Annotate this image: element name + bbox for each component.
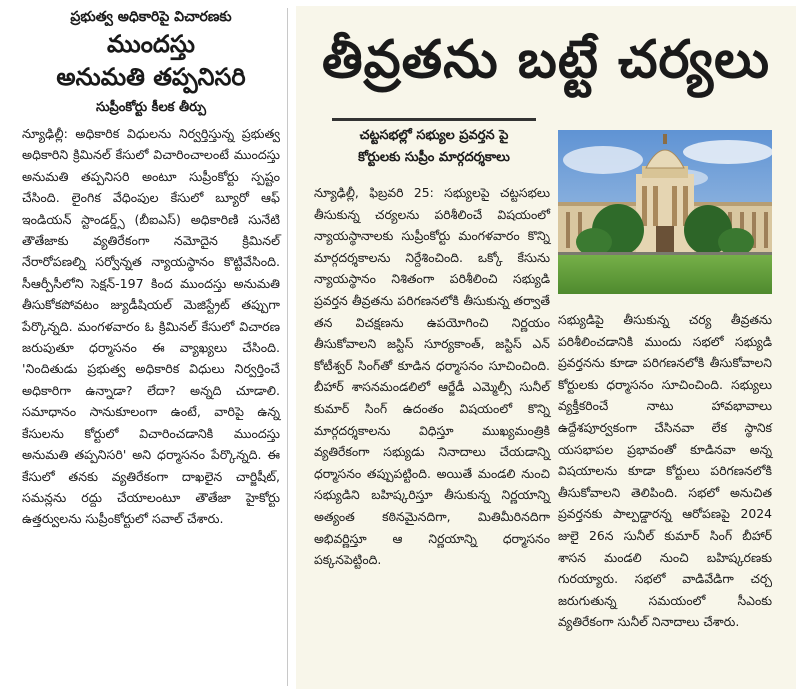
left-article-kicker: ప్రభుత్వ అధికారిపై విచారణకు: [70, 9, 232, 25]
main-article-panel: [296, 6, 796, 689]
left-article-body-text: న్యూఢిల్లీ: అధికారిక విధులను నిర్వర్తిస్తున్న ప్రభుత్వ అధికారిని క్రిమినల్ కేసులో విచారించాలంటే ముందస్తు అనుమతి తప్పనిసరి అంటూ సుప్రీంకోర్టు స్పష్టం చేసింది. లైంగిక వేధింపుల కేసులో బ్యూరో ఆఫ్ ఇండియన్ స్టాండర్డ్స్ (బీఐఎస్) అధికారిణి సునేటి తౌతేజాకు వ్యతిరేకంగా నమోదైన క్రిమినల్ నేరారోపణల్ని సర్వోన్నత న్యాయస్థానం కొట్టివేసింది. సీఆర్పీసీలోని సెక్షన్-197 కింద ముందస్తు అనుమతి తీసుకోకపోవటం జ్యుడీషియల్ మెజిస్ట్రేట్ తప్పుగా పేర్కొన్నది. మంగళవారం ఓ క్రిమినల్ కేసులో విచారణ జరుపుతూ ధర్మాసనం ఈ వ్యాఖ్యలు చేసింది. 'నిందితుడు ప్రభుత్వ అధికారిక విధులు నిర్వర్తించే అధికారిగా ఉన్నాడా? లేదా? అన్నది చూడాలి. సమాధానం సానుకూలంగా ఉంటే, వారిపై ఉన్న కేసులను కోర్టులో విచారించడానికి ముందస్తు అనుమతి తప్పనిసరి' అని ధర్మాసనం పేర్కొన్నది. ఈ కేసులో తనకు వ్యతిరేకంగా దాఖలైన చార్జిషీట్, సమన్లను రద్దు చేయాలంటూ తౌతేజా హైకోర్టు ఉత్తర్వులను సుప్రీంకోర్టులో సవాల్ చేశారు.: [22, 126, 280, 527]
main-article-column-1: [314, 182, 550, 571]
main-article-column-2-text: సభ్యుడిపై తీసుకున్న చర్య తీవ్రతను పరిశీలించడానికి ముందు సభలో సభ్యుడి ప్రవర్తనను కూడా పరిగణనలోకి తీసుకోవాలని కోర్టులకు ధర్మాసనం సూచించింది. సభ్యులు వ్యక్తీకరించే నాటు హావభావాలు ఉద్దేశపూర్వకంగా చేసినవా లేక స్థానిక యసభాపల ప్రభావంతో కూడినవా అన్న విషయాలను కూడా కోర్టులు పరిగణనలోకి తీసుకోవాలని తెలిపింది. సభలో అనుచిత ప్రవర్తనకు పాల్పడ్డారన్న ఆరోపణపై 2024 జులై 26న సునీల్ కుమార్ సింగ్ బీహార్ శాసన మండలి నుంచి బహిష్కరణకు గురయ్యారు. సభలో వాడివేడిగా చర్చ జరుగుతున్న సమయంలో సీఎంకు వ్యతిరేకంగా సునీల్ నినాదాలు చేశారు.: [558, 312, 772, 630]
left-article-body: [22, 123, 280, 530]
main-article-deck-line2: కోర్టులకు సుప్రీం మార్గదర్శకాలు: [358, 150, 510, 165]
left-article-headline-line2: అనుమతి తప్పనిసరి: [56, 63, 246, 91]
left-article-headline-line1: ముందస్తు: [107, 30, 195, 58]
main-article-title: తీవ్రతను బట్టే చర్యలు: [322, 30, 770, 90]
main-article-column-1-text: న్యూఢిల్లీ, ఫిబ్రవరి 25: సభ్యులపై చట్టసభలు తీసుకున్న చర్యలను పరిశీలించే విషయంలో న్యాయస్థానాలకు సుప్రీంకోర్టు మంగళవారం కొన్ని మార్గదర్శకాలను నిర్దేశించింది. ఒక్కో కేసును న్యాయస్థానం నిశితంగా పరిశీలించి సభ్యుడి ప్రవర్తన తీవ్రతను పరిగణనలోకి తీసుకున్న తర్వాతే తన విచక్షణను ఉపయోగించి నిర్ణయం తీసుకోవాలని జస్టిస్ సూర్యకాంత్, జస్టిస్ ఎన్ కోటీశ్వర్ సింగ్‌తో కూడిన ధర్మాసనం సూచించింది. బీహార్ శాసనమండలిలో ఆర్జేడీ ఎమ్మెల్సీ సునీల్ కుమార్ సింగ్ ఉదంతం విషయంలో కొన్ని మార్గదర్శకాలను విధిస్తూ ముఖ్యమంత్రికి వ్యతిరేకంగా సభ్యుడు నినాదాలు చేయడాన్ని ధర్మాసనం తప్పుపట్టింది. అయితే మండలి నుంచి సభ్యుడిని బహిష్కరిస్తూ తీసుకున్న నిర్ణయాన్ని అత్యంత కఠినమైనదిగా, మితిమీరినదిగా అభివర్ణిస్తూ ఆ నిర్ణయాన్ని ధర్మాసనం పక్కనపెట్టింది.: [314, 185, 550, 568]
left-article-subhead: సుప్రీంకోర్టు కీలక తీర్పు: [95, 100, 207, 115]
deck-rule: [332, 118, 536, 121]
left-article: [22, 4, 280, 530]
main-article-deck: [314, 118, 554, 169]
column-divider: [287, 8, 288, 686]
supreme-court-photo: [558, 130, 772, 294]
main-article-deck-line1: చట్టసభల్లో సభ్యుల ప్రవర్తన పై: [359, 128, 509, 143]
main-article-column-2: [558, 309, 772, 633]
